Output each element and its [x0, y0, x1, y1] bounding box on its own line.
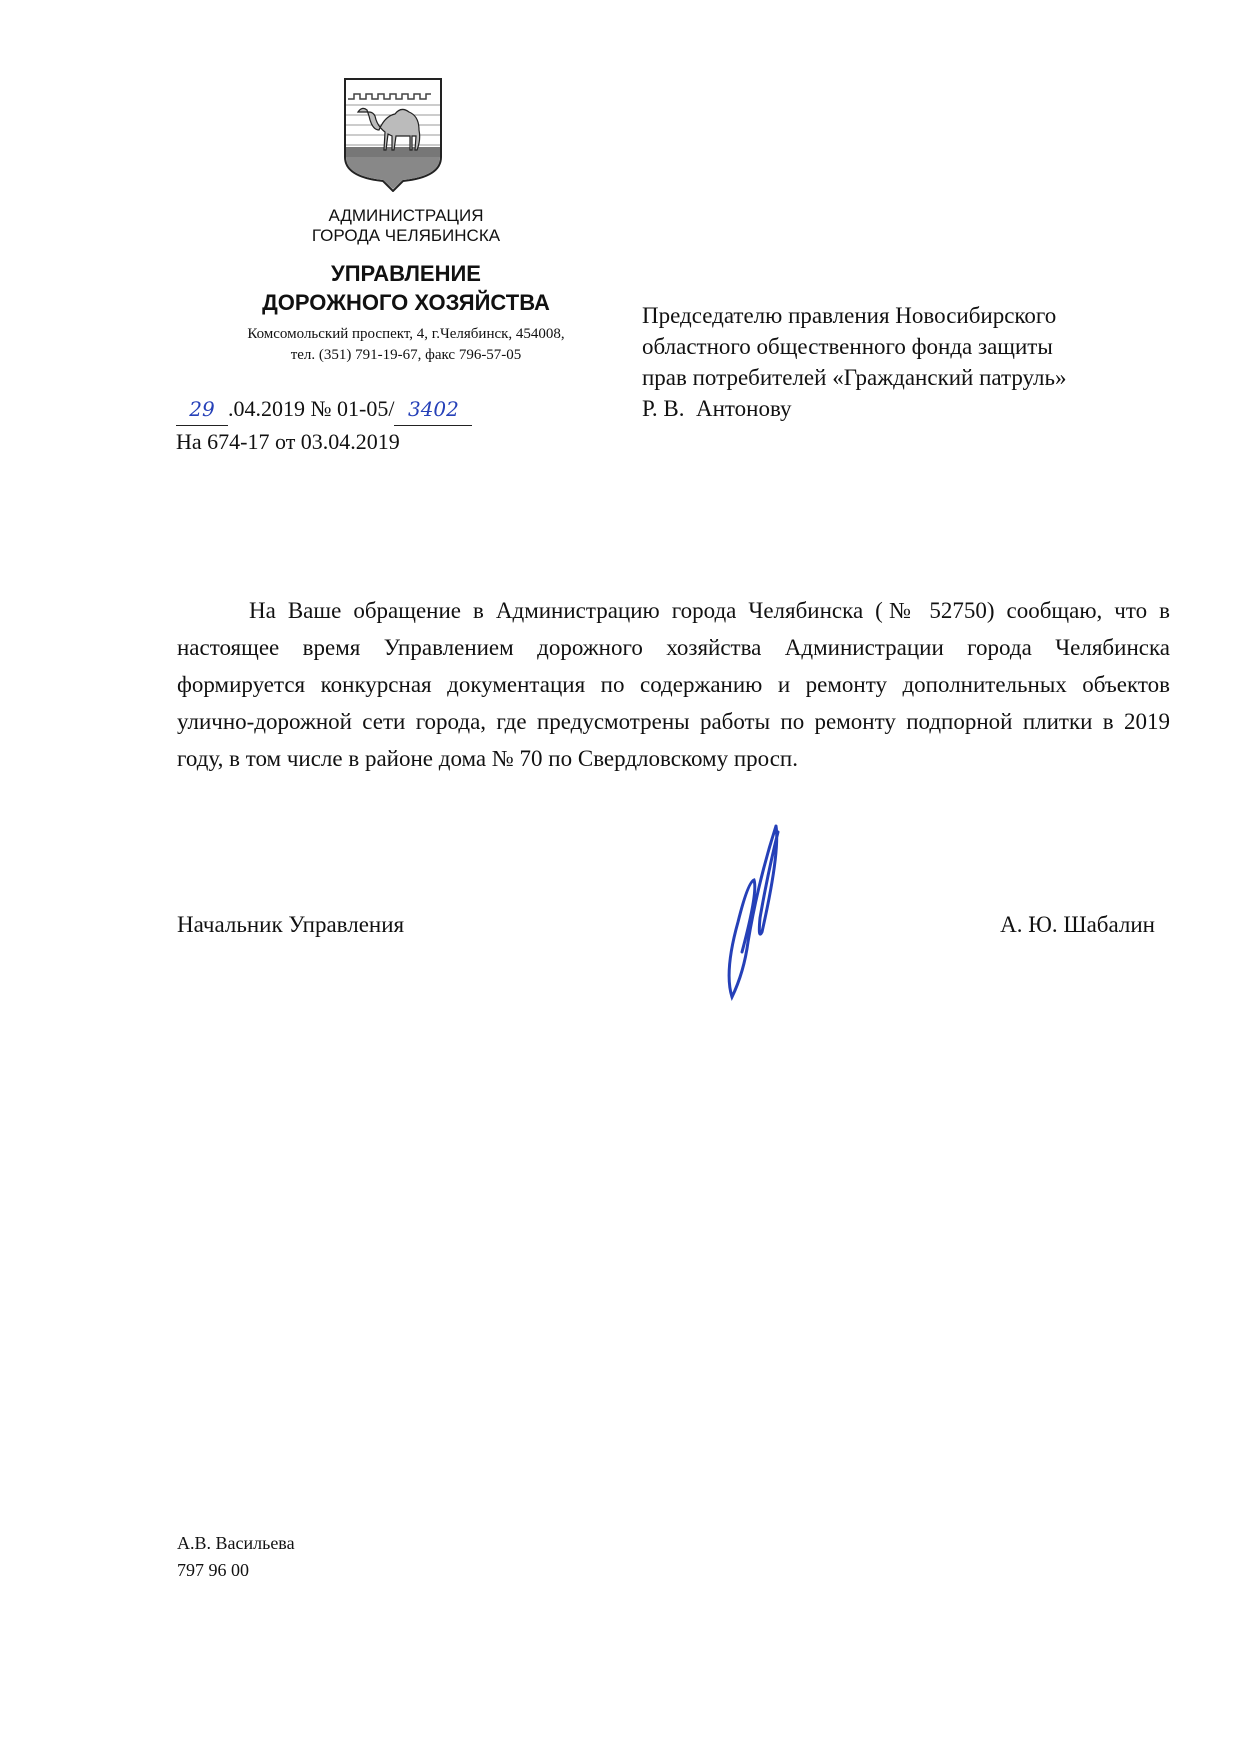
reply-reference: На 674-17 от 03.04.2019: [176, 429, 400, 454]
recipient-line: прав потребителей «Гражданский патруль»: [642, 365, 1067, 390]
recipient-block: [642, 300, 1202, 424]
executor-block: [177, 1530, 295, 1584]
executor-name: А.В. Васильева: [177, 1533, 295, 1553]
reference-block: [176, 393, 472, 457]
recipient-line: Председателю правления Новосибирского: [642, 303, 1057, 328]
signatory-name: А. Ю. Шабалин: [1000, 912, 1155, 937]
contact-block: [166, 324, 646, 366]
handwritten-signature: [718, 822, 798, 1007]
organization-name: [206, 206, 606, 246]
phones: тел. (351) 791-19-67, факс 796-57-05: [290, 347, 522, 363]
handwritten-day: 29: [176, 394, 228, 426]
dept-line-1: УПРАВЛЕНИЕ: [331, 261, 481, 286]
org-line-1: АДМИНИСТРАЦИЯ: [328, 206, 484, 225]
handwritten-number: 3402: [394, 394, 472, 426]
address: Комсомольский проспект, 4, г.Челябинск, 454008,: [247, 326, 565, 342]
outgoing-number: [176, 393, 472, 426]
department-name: [206, 259, 606, 317]
recipient-line: Р. В. Антонову: [642, 396, 792, 421]
body-paragraph: На Ваше обращение в Администрацию города Челябинска (№ 52750) сообщаю, что в настоящее время Управлением дорожного хозяйства Администрации города Челябинска формируется конкурсная документация по содержанию и ремонту дополнительных объектов улично-дорожной сети города, где предусмотрены работы по ремонту подпорной плитки в 2019 году, в том числе в районе дома № 70 по Свердловскому просп.: [177, 598, 1170, 771]
executor-phone: 797 96 00: [177, 1560, 249, 1580]
org-line-2: ГОРОДА ЧЕЛЯБИНСКА: [311, 226, 501, 245]
date-number-text: .04.2019 № 01-05/: [228, 396, 395, 421]
recipient-line: областного общественного фонда защиты: [642, 334, 1053, 359]
dept-line-2: ДОРОЖНОГО ХОЗЯЙСТВА: [262, 290, 550, 315]
letter-body: [177, 592, 1170, 777]
coat-of-arms-emblem: [343, 77, 443, 192]
signatory-position: Начальник Управления: [177, 912, 405, 937]
